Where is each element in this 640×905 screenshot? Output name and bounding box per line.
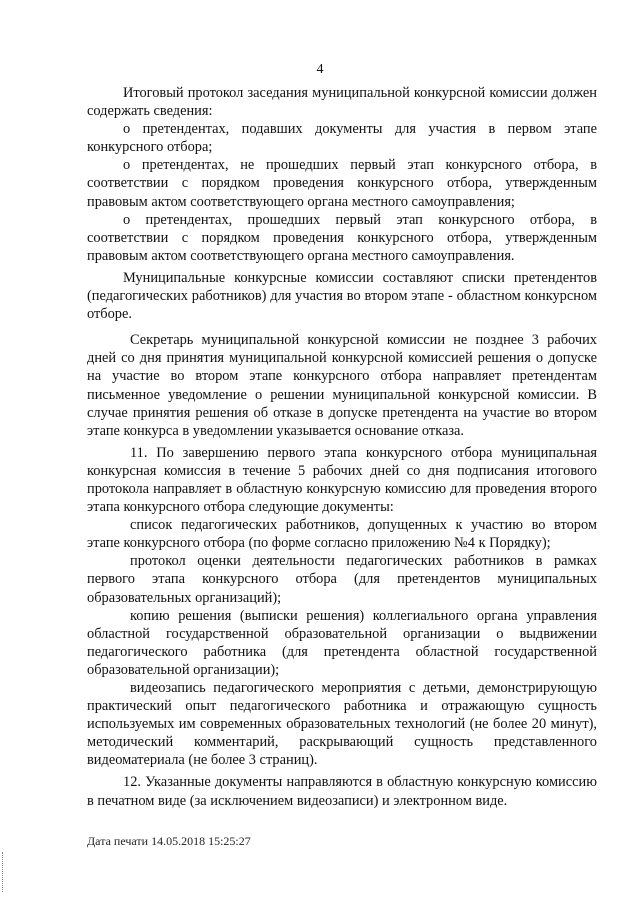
paragraph-applicants-not-passed: о претендентах, не прошедших первый этап конкурсного отбора, в соответствии с порядком проведения конкурсного отбора, утвержденным правовым актом соответствующего органа местного самоуправления; — [87, 157, 597, 210]
paragraph-applicants-submitted: о претендентах, подавших документы для участия в первом этапе конкурсного отбора; — [87, 121, 597, 156]
print-date-footer: Дата печати 14.05.2018 15:25:27 — [87, 834, 251, 848]
scan-edge-mark — [2, 852, 7, 892]
page-number: 4 — [316, 62, 324, 77]
paragraph-teacher-list: список педагогических работников, допущенных к участию во втором этапе конкурсного отбора (по форме согласно приложению №4 к Порядку); — [87, 517, 597, 552]
paragraph-protocol-intro: Итоговый протокол заседания муниципальной конкурсной комиссии должен содержать сведения: — [87, 85, 597, 120]
paragraph-secretary-notice: Секретарь муниципальной конкурсной комиссии не позднее 3 рабочих дней со дня принятия муниципальной конкурсной комиссией решения о допуске на участие во втором этапе конкурсного отбора направляет претендентам письменное уведомление о решении муниципальной конкурсной комиссии. В случае принятия решения об отказе в допуске претендента на участие во втором этапе конкурса в уведомлении указывается основание отказа. — [87, 332, 597, 439]
paragraph-section-12: 12. Указанные документы направляются в областную конкурсную комиссию в печатном виде (за исключением видеозаписи) и электронном виде. — [87, 774, 597, 809]
paragraph-evaluation-protocol: протокол оценки деятельности педагогических работников в рамках первого этапа конкурсного отбора (для претендентов муниципальных образовательных организаций); — [87, 553, 597, 606]
paragraph-section-11: 11. По завершению первого этапа конкурсного отбора муниципальная конкурсная комиссия в течение 5 рабочих дней со дня подписания итогового протокола направляет в областную конкурсную комиссию для проведения второго этапа конкурсного отбора следующие документы: — [87, 444, 597, 516]
paragraph-video-recording: видеозапись педагогического мероприятия с детьми, демонстрирующую практический опыт педагогического работника и отражающую сущность используемых им современных образовательных технологий (не более 20 минут), методический комментарий, раскрывающий сущность представленного видеоматериала (не более 3 страниц). — [87, 680, 597, 769]
paragraph-decision-copy: копию решения (выписки решения) коллегиального органа управления областной государственной образовательной организации о выдвижении педагогического работника (для претендента областной государственной образовательной организации); — [87, 607, 597, 678]
document-body — [87, 84, 597, 810]
paragraph-applicants-passed: о претендентах, прошедших первый этап конкурсного отбора, в соответствии с порядком проведения конкурсного отбора, утвержденным правовым актом соответствующего органа местного самоуправления. — [87, 211, 597, 264]
paragraph-commission-lists: Муниципальные конкурсные комиссии составляют списки претендентов (педагогических работников) для участия во втором этапе - областном конкурсном отборе. — [87, 269, 597, 323]
